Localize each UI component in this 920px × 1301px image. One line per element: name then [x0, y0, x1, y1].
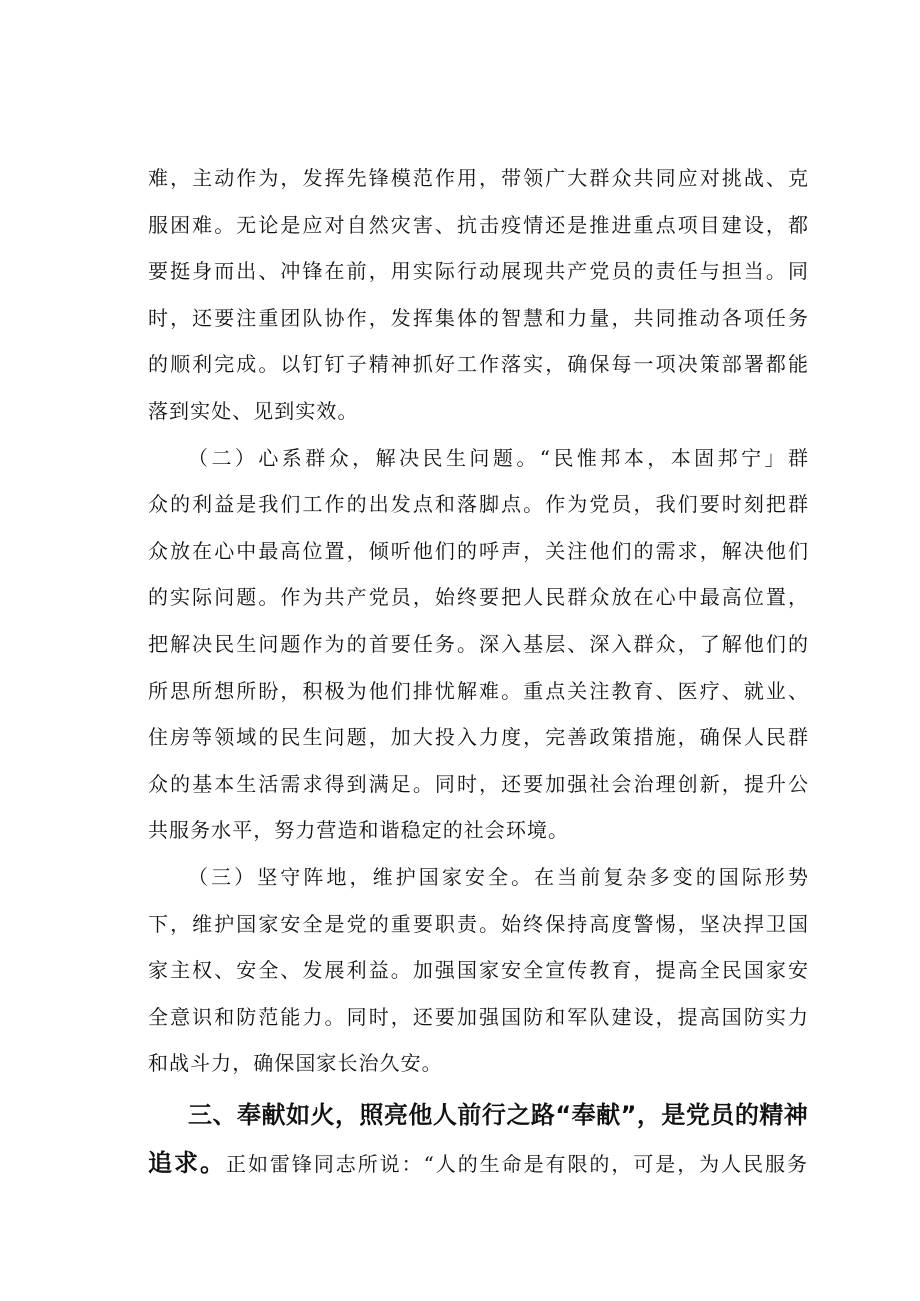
- text-line: 和战斗力，确保国家长治久安。: [148, 1051, 443, 1076]
- text-line: 众的基本生活需求得到满足。同时，还要加强社会治理创新，提升公: [148, 771, 808, 796]
- text-line: 全意识和防范能力。同时，还要加强国防和军队建设，提高国防实力: [148, 1004, 808, 1029]
- text-line: 下，维护国家安全是党的重要职责。始终保持高度警惕，坚决捍卫国: [148, 911, 808, 936]
- section-two-first-line: （二）心系群众，解决民生问题。“民惟邦本，本固邦宁」群: [188, 445, 808, 470]
- text-line: 所思所想所盼，积极为他们排忧解难。重点关注教育、医疗、就业、: [148, 678, 808, 703]
- text-line: 的实际问题。作为共产党员，始终要把人民群众放在心中最高位置，: [148, 585, 808, 610]
- document-body: [148, 155, 808, 1187]
- body-text: 正如雷锋同志所说：“人的生命是有限的，可是，为人民服务: [226, 1151, 808, 1176]
- mixed-line: [148, 1139, 808, 1187]
- section-three-first-line: （三）坚守阵地，维护国家安全。在当前复杂多变的国际形势: [188, 864, 808, 889]
- text-line: 住房等领域的民生问题，加大投入力度，完善政策措施，确保人民群: [148, 725, 808, 750]
- text-line: 众放在心中最高位置，倾听他们的呼声，关注他们的需求，解决他们: [148, 538, 808, 563]
- text-line: 要挺身而出、冲锋在前，用实际行动展现共产党员的责任与担当。同: [148, 259, 808, 284]
- text-line: 难，主动作为，发挥先锋模范作用，带领广大群众共同应对挑战、克: [148, 166, 808, 190]
- text-line: 众的利益是我们工作的出发点和落脚点。作为党员，我们要时刻把群: [148, 492, 808, 517]
- text-line: 把解决民生问题作为的首要任务。深入基层、深入群众，了解他们的: [148, 631, 808, 656]
- section-heading-three: 三、奉献如火，照亮他人前行之路“奉献”，是党员的精神: [188, 1100, 808, 1129]
- text-line: 服困难。无论是应对自然灾害、抗击疫情还是推进重点项目建设，都: [148, 212, 808, 237]
- text-line: 的顺利完成。以钉钉子精神抓好工作落实，确保每一项决策部署都能: [148, 352, 808, 377]
- text-line: 落到实处、见到实效。: [148, 398, 359, 423]
- heading-continuation: 追求。: [148, 1148, 227, 1177]
- text-line: 共服务水平，努力营造和谐稳定的社会环境。: [148, 818, 569, 843]
- text-line: 家主权、安全、发展利益。加强国家安全宣传教育，提高全民国家安: [148, 958, 808, 983]
- text-line: 时，还要注重团队协作，发挥集体的智慧和力量，共同推动各项任务: [148, 305, 808, 330]
